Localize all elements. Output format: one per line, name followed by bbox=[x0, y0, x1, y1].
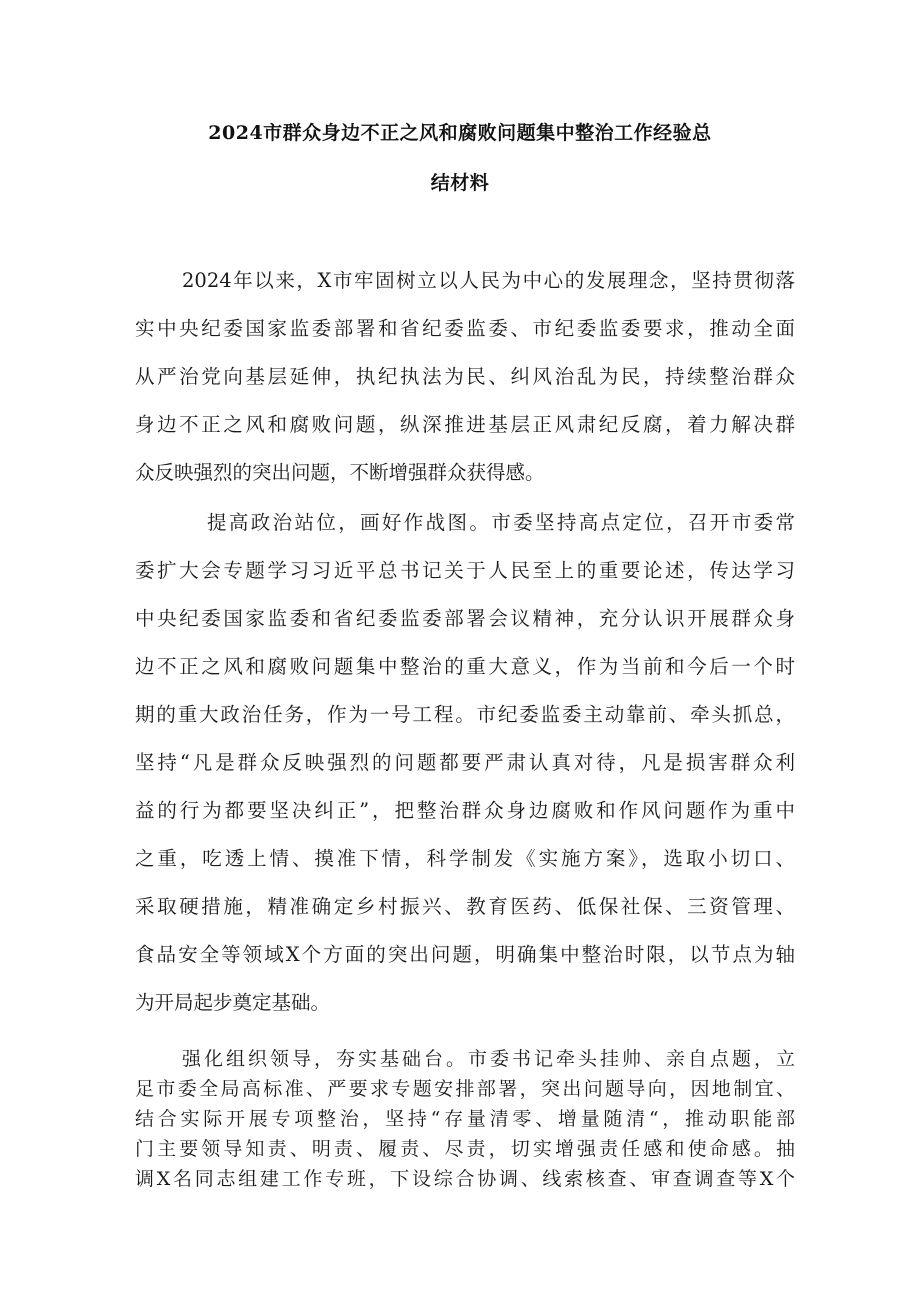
paragraph-line: 期的重大政治任务，作为一号工程。市纪委监委主动靠前、牵头抓总， bbox=[135, 703, 795, 726]
paragraph-line: 采取硬措施，精准确定乡村振兴、教育医药、低保社保、三资管理、 bbox=[135, 895, 795, 918]
paragraph-line: 身边不正之风和腐败问题，纵深推进基层正风肃纪反腐，着力解决群 bbox=[135, 413, 795, 436]
paragraph-line: 为开局起步奠定基础。 bbox=[135, 991, 331, 1014]
paragraph-line: 委扩大会专题学习习近平总书记关于人民至上的重要论述，传达学习 bbox=[135, 559, 795, 582]
paragraph-line: 结合实际开展专项整治，坚持“存量清零、增量随清“，推动职能部 bbox=[135, 1108, 795, 1130]
document-title-line-2: 结材料 bbox=[430, 172, 490, 194]
paragraph-line: 中央纪委国家监委和省纪委监委部署会议精神，充分认识开展群众身 bbox=[135, 607, 795, 630]
paragraph-line: 提高政治站位，画好作战图。市委坚持高点定位，召开市委常 bbox=[207, 511, 795, 534]
paragraph-line: 食品安全等领域X个方面的突出问题，明确集中整治时限，以节点为轴 bbox=[135, 943, 795, 966]
paragraph-line: 2024年以来，X市牢固树立以人民为中心的发展理念，坚持贯彻落 bbox=[182, 269, 795, 292]
paragraph-line: 门主要领导知责、明责、履责、尽责，切实增强责任感和使命感。抽 bbox=[135, 1138, 795, 1160]
paragraph-line: 坚持“凡是群众反映强烈的问题都要严肃认真对待，凡是损害群众利 bbox=[135, 751, 795, 774]
paragraph-line: 调X名同志组建工作专班，下设综合协调、线索核查、审查调查等X个 bbox=[135, 1168, 795, 1190]
paragraph-line: 足市委全局高标准、严要求专题安排部署，突出问题导向，因地制宜、 bbox=[135, 1078, 795, 1100]
paragraph-line: 益的行为都要坚决纠正”，把整治群众身边腐败和作风问题作为重中 bbox=[135, 799, 795, 822]
paragraph-line: 众反映强烈的突出问题，不断增强群众获得感。 bbox=[135, 461, 545, 484]
paragraph-line: 实中央纪委国家监委部署和省纪委监委、市纪委监委要求，推动全面 bbox=[135, 317, 795, 340]
document-title-line-1: 2024市群众身边不正之风和腐败问题集中整治工作经验总 bbox=[208, 122, 712, 144]
paragraph-line: 边不正之风和腐败问题集中整治的重大意义，作为当前和今后一个时 bbox=[135, 655, 795, 678]
paragraph-line: 从严治党向基层延伸，执纪执法为民、纠风治乱为民，持续整治群众 bbox=[135, 365, 795, 388]
paragraph-line: 之重，吃透上情、摸准下情，科学制发《实施方案》，选取小切口、 bbox=[135, 847, 795, 870]
paragraph-line: 强化组织领导，夯实基础台。市委书记牵头挂帅、亲自点题，立 bbox=[182, 1048, 795, 1070]
